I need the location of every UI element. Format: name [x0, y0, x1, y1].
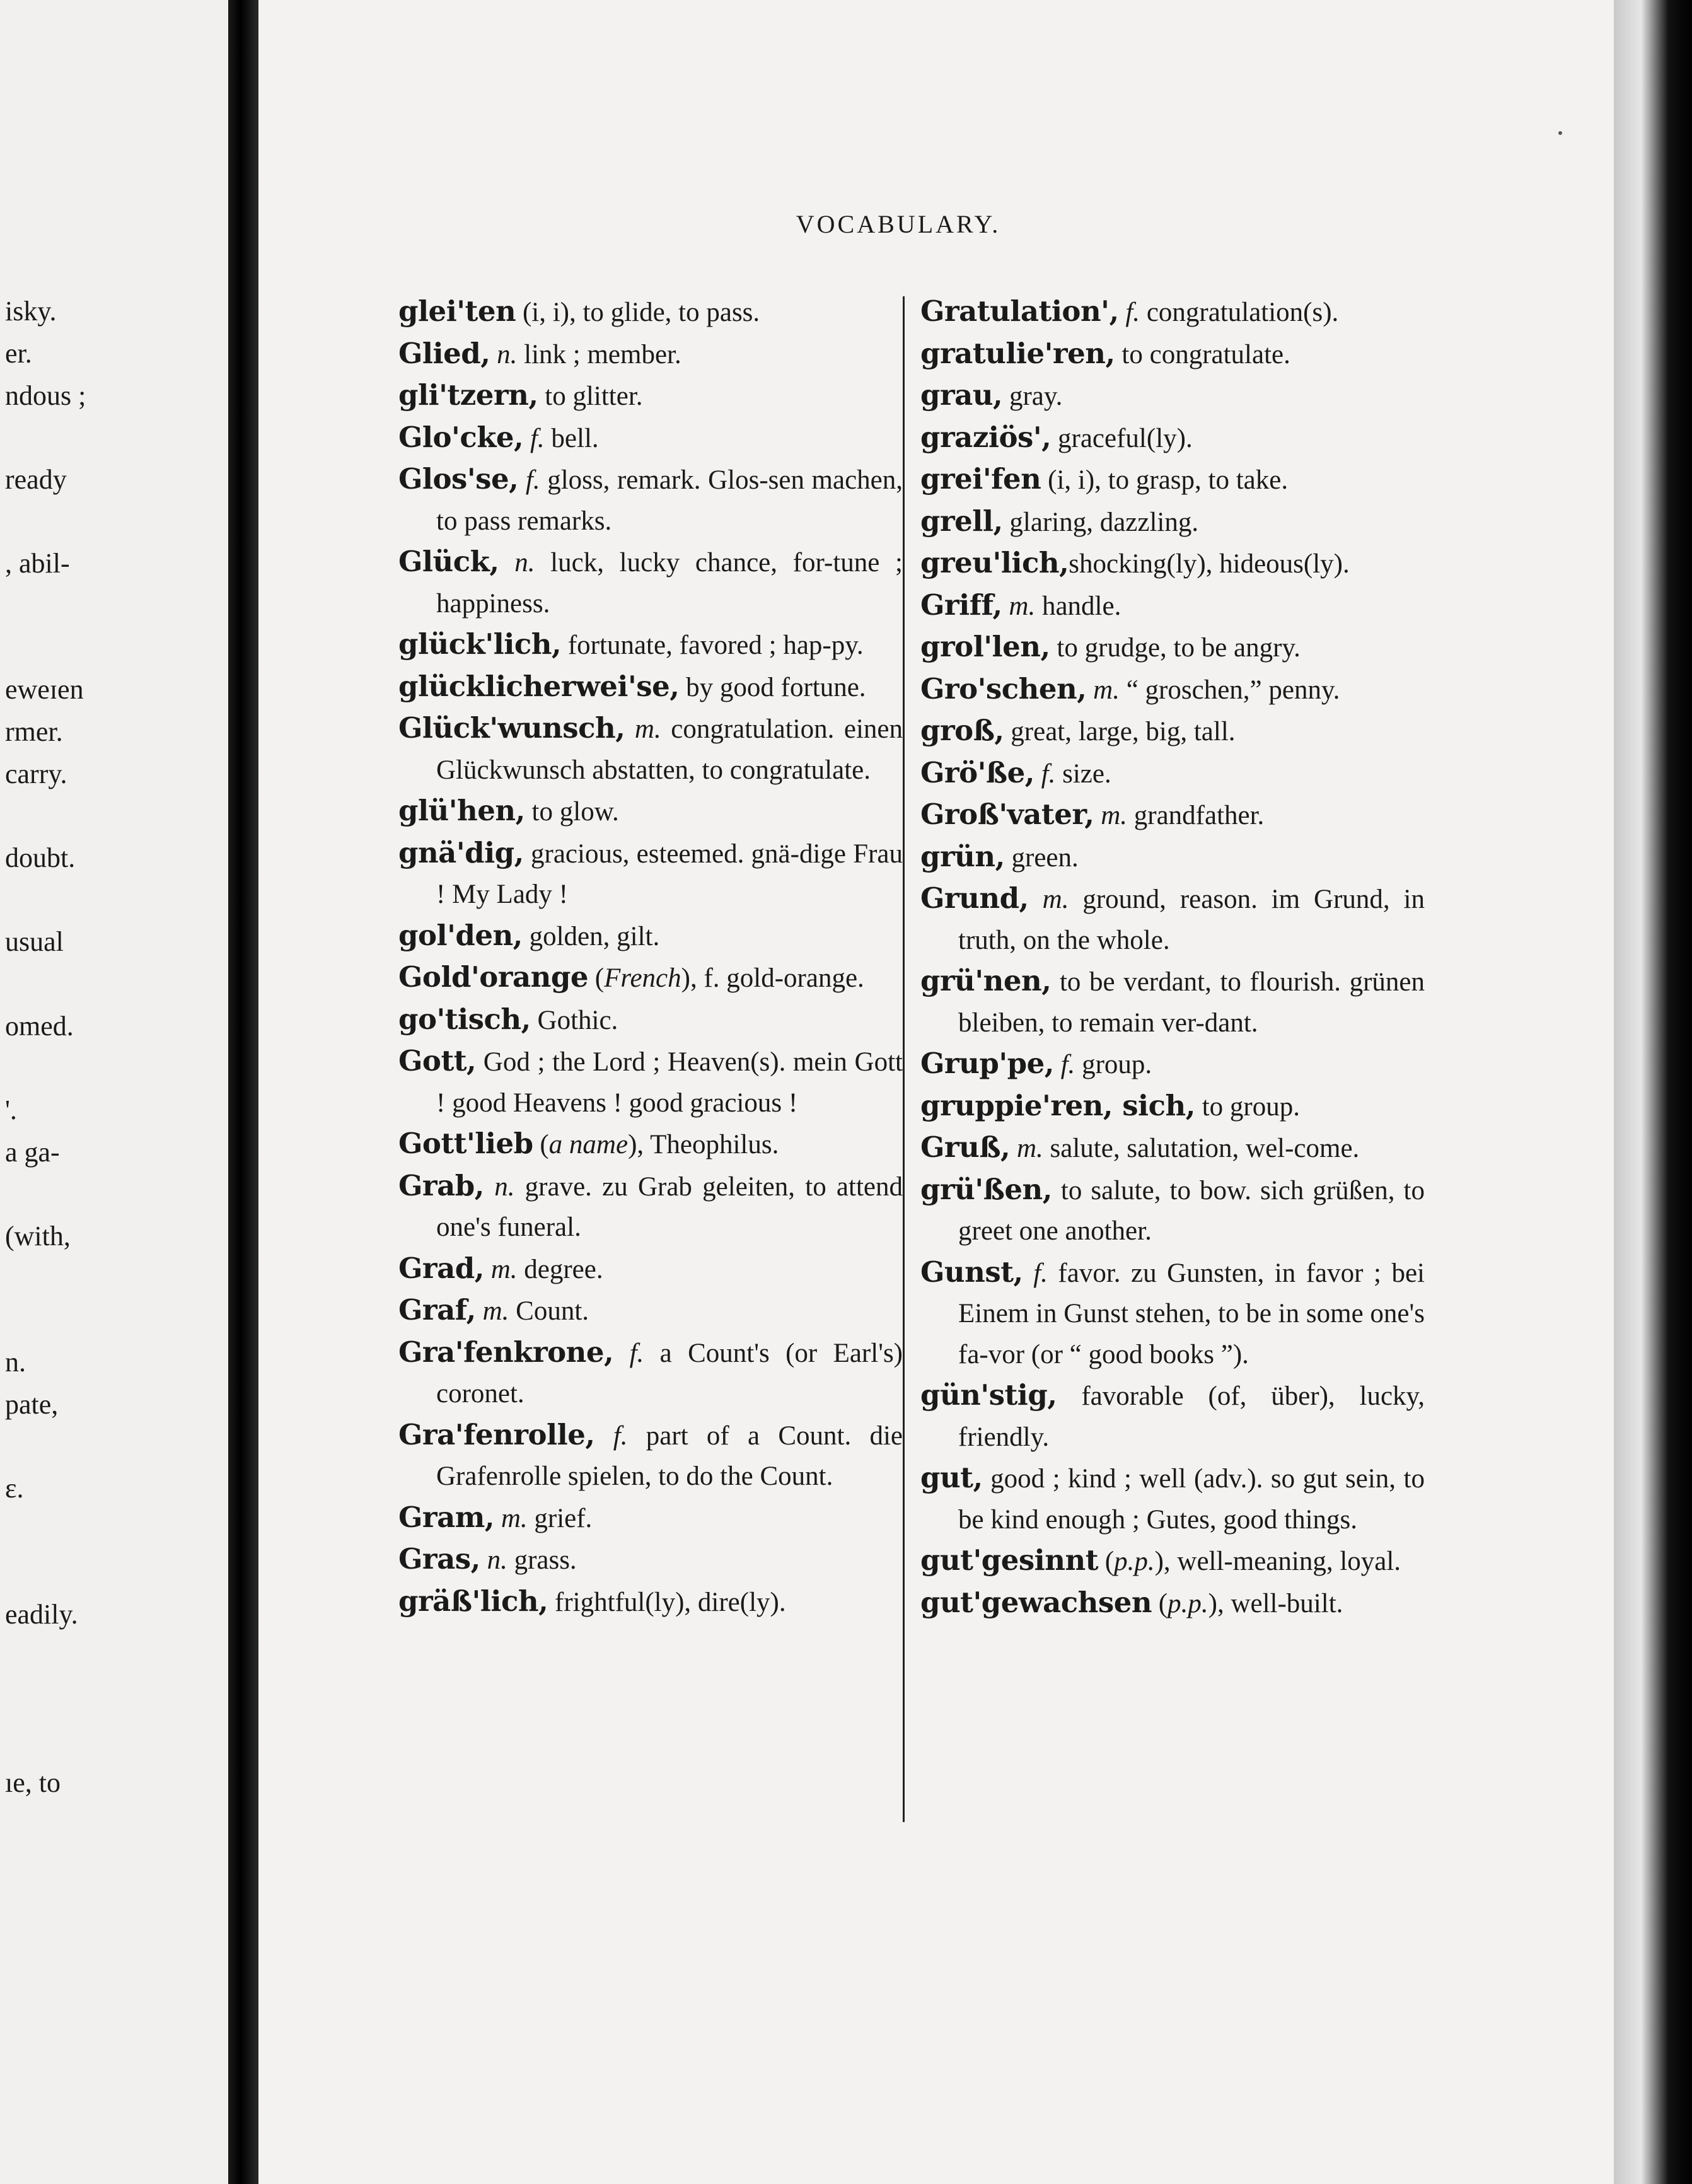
dictionary-entry: [398, 1041, 903, 1124]
dictionary-entry: [398, 999, 903, 1042]
headword: Grup'pe,: [920, 1047, 1054, 1080]
entry-prefix: [625, 714, 635, 744]
entry-prefix: [1086, 675, 1093, 705]
definition: grandfather.: [1127, 801, 1265, 830]
headword: Gro'schen,: [920, 671, 1087, 706]
left-page-fragment: ndous ;: [5, 380, 86, 411]
definition: congratulation(s).: [1140, 298, 1339, 327]
definition: ), f. gold-orange.: [681, 963, 864, 993]
entry-prefix: [480, 1545, 487, 1575]
entry-prefix: [1023, 1258, 1034, 1288]
dictionary-entry: [398, 1248, 903, 1291]
dictionary-entry: [398, 1415, 903, 1497]
grammar-label: m.: [634, 714, 661, 744]
dictionary-entry: [920, 669, 1425, 711]
dictionary-entry: [398, 791, 903, 833]
headword: Gunst,: [920, 1255, 1023, 1289]
definition: golden, gilt.: [522, 921, 660, 951]
dictionary-entry: [920, 1252, 1425, 1376]
entry-prefix: [1029, 885, 1043, 914]
grammar-label: m.: [501, 1503, 528, 1533]
headword: gruppie'ren, sich,: [920, 1088, 1195, 1122]
grammar-label: m.: [1042, 885, 1069, 914]
definition: glaring, dazzling.: [1002, 507, 1199, 537]
grammar-label: f.: [530, 423, 545, 453]
dictionary-entry: [920, 375, 1425, 417]
page-edge: [1614, 0, 1692, 2184]
headword: grü'ßen,: [920, 1172, 1052, 1206]
dictionary-entry: [398, 957, 903, 999]
definition: to salute, to bow. sich grüßen, to greet one another.: [958, 1175, 1425, 1246]
dictionary-entry: [398, 1539, 903, 1581]
entry-prefix: [490, 340, 497, 369]
column-rule: [903, 296, 905, 1822]
definition: fortunate, favored ; hap-py.: [561, 630, 864, 660]
dictionary-entry: [920, 1458, 1425, 1540]
dictionary-entry: [398, 375, 903, 417]
dictionary-entry: [398, 334, 903, 376]
grammar-label: m.: [1093, 675, 1120, 705]
headword: Gra'fenrolle,: [398, 1417, 595, 1451]
headword: Gratulation',: [920, 294, 1119, 328]
left-page-fragment: eweɪen: [5, 674, 84, 705]
grammar-label: f.: [1033, 1258, 1048, 1288]
entry-prefix: [494, 1504, 501, 1533]
dictionary-entry: [398, 291, 903, 334]
headword: Graf,: [398, 1293, 476, 1327]
definition: graceful(ly).: [1051, 423, 1193, 453]
dictionary-entry: [920, 501, 1425, 543]
grammar-label: m.: [482, 1296, 509, 1326]
entry-prefix: [484, 1255, 491, 1284]
left-page-fragment: n.: [5, 1347, 26, 1378]
definition: green.: [1004, 842, 1079, 873]
headword: grol'len,: [920, 630, 1050, 663]
grammar-label: n.: [487, 1545, 507, 1575]
grammar-label: m.: [490, 1254, 518, 1284]
definition: ground, reason. im Grund, in truth, on the whole.: [958, 885, 1425, 955]
dictionary-entry: [920, 543, 1425, 585]
entry-prefix: (: [588, 963, 605, 993]
headword: glück'lich,: [398, 627, 562, 661]
headword: Gras,: [398, 1542, 480, 1576]
dictionary-entry: [398, 1332, 903, 1415]
grammar-label: f.: [1041, 758, 1056, 789]
left-page-fragment: rmer.: [5, 716, 63, 747]
headword: go'tisch,: [398, 1002, 531, 1036]
headword: gut,: [920, 1461, 983, 1494]
entry-prefix: [1034, 759, 1041, 789]
headword: grün,: [920, 839, 1005, 873]
headword: greu'lich,: [920, 546, 1069, 579]
grammar-label: m.: [1101, 801, 1128, 830]
grammar-label: n.: [514, 548, 535, 578]
dictionary-entry: [398, 417, 903, 460]
dictionary-entry: [920, 1086, 1425, 1128]
definition: ), well-meaning, loyal.: [1154, 1547, 1401, 1576]
entry-prefix: [1094, 801, 1101, 830]
dictionary-entry: [398, 459, 903, 542]
dictionary-entry: [920, 753, 1425, 795]
definition: part of a Count. die Grafenrolle spielen, to do the Count.: [436, 1420, 903, 1491]
dictionary-entry: [920, 1170, 1425, 1252]
definition: ), well-built.: [1208, 1588, 1343, 1618]
definition: grave. zu Grab geleiten, to attend one's funeral.: [436, 1171, 903, 1242]
headword: Gram,: [398, 1500, 495, 1534]
definition: gracious, esteemed. gnä-dige Frau ! My Lady !: [436, 839, 903, 909]
dictionary-entry: [398, 915, 903, 958]
left-facing-page: [0, 0, 228, 2184]
grammar-label: n.: [494, 1171, 515, 1202]
definition: favorable (of, über), lucky, friendly.: [958, 1381, 1425, 1452]
definition: (i, i), to glide, to pass.: [516, 298, 760, 327]
definition: to grudge, to be angry.: [1050, 633, 1301, 663]
definition: good ; kind ; well (adv.). so gut sein, to be kind enough ; Gutes, good things.: [958, 1464, 1425, 1535]
dictionary-entry: [398, 542, 903, 624]
headword: gnä'dig,: [398, 835, 524, 869]
headword: gräß'lich,: [398, 1584, 548, 1618]
dictionary-entry: [398, 1290, 903, 1332]
headword: Glos'se,: [398, 462, 519, 496]
definition: bell.: [544, 423, 599, 453]
entry-prefix: [595, 1421, 613, 1451]
definition: a Count's (or Earl's) coronet.: [436, 1338, 903, 1409]
dictionary-entry: [398, 833, 903, 915]
definition: handle.: [1035, 591, 1121, 621]
headword: Glied,: [398, 336, 490, 370]
running-head: VOCABULARY.: [796, 210, 1001, 238]
definition: link ; member.: [517, 339, 681, 369]
headword: gol'den,: [398, 918, 523, 952]
grammar-label: f.: [629, 1338, 644, 1368]
grammar-label: f.: [525, 465, 540, 495]
page-speck: [1558, 131, 1562, 135]
entry-prefix: (: [1098, 1547, 1115, 1576]
grammar-label: a name: [548, 1130, 629, 1159]
left-page-fragment: omed.: [5, 1011, 74, 1042]
grammar-label: f.: [613, 1420, 628, 1451]
definition: luck, lucky chance, for-tune ; happiness.: [436, 548, 903, 619]
definition: gray.: [1002, 381, 1063, 411]
grammar-label: n.: [497, 339, 518, 369]
right-column: [920, 291, 1425, 1624]
headword: Griff,: [920, 588, 1002, 622]
dictionary-entry: [920, 711, 1425, 753]
dictionary-entry: [398, 1581, 903, 1623]
headword: graziös',: [920, 420, 1052, 454]
definition: Gothic.: [530, 1005, 618, 1035]
grammar-label: f.: [1060, 1050, 1075, 1079]
definition: by good fortune.: [679, 672, 866, 702]
definition: “ groschen,” penny.: [1119, 675, 1340, 705]
entry-prefix: [613, 1339, 629, 1368]
headword: gut'gesinnt: [920, 1543, 1098, 1577]
definition: God ; the Lord ; Heaven(s). mein Gott ! good Heavens ! good gracious !: [436, 1047, 903, 1118]
dictionary-entry: [920, 459, 1425, 501]
headword: glücklicherwei'se,: [398, 669, 680, 703]
headword: Gra'fenkrone,: [398, 1335, 614, 1369]
headword: Gold'orange: [398, 960, 588, 994]
definition: to glow.: [524, 797, 619, 827]
left-page-fragment: , abil-: [5, 548, 70, 579]
dictionary-entry: [920, 1375, 1425, 1458]
entry-prefix: [1119, 298, 1126, 327]
headword: grei'fen: [920, 462, 1041, 496]
entry-prefix: [1054, 1050, 1061, 1079]
dictionary-entry: [398, 624, 903, 666]
dictionary-entry: [920, 794, 1425, 837]
definition: salute, salutation, wel-come.: [1043, 1134, 1360, 1163]
entry-prefix: [499, 548, 515, 578]
headword: glei'ten: [398, 294, 516, 328]
headword: gli'tzern,: [398, 378, 538, 412]
headword: Gott'lieb: [398, 1127, 533, 1160]
headword: Groß'vater,: [920, 798, 1094, 831]
definition: (i, i), to grasp, to take.: [1041, 465, 1289, 495]
dictionary-entry: [920, 1043, 1425, 1086]
left-page-fragment: eadily.: [5, 1599, 78, 1630]
dictionary-entry: [920, 878, 1425, 961]
left-page-fragment: usual: [5, 926, 64, 957]
dictionary-entry: [398, 1497, 903, 1540]
definition: to be verdant, to flourish. grünen bleiben, to remain ver-dant.: [958, 967, 1425, 1038]
grammar-label: French: [604, 963, 681, 993]
headword: Glück,: [398, 545, 499, 578]
definition: gloss, remark. Glos-sen machen, to pass remarks.: [436, 465, 903, 536]
dictionary-entry: [920, 585, 1425, 627]
left-page-fragment: '.: [5, 1095, 17, 1125]
headword: glü'hen,: [398, 794, 525, 827]
definition: ), Theophilus.: [628, 1130, 779, 1159]
dictionary-entry: [398, 666, 903, 709]
dictionary-entry: [920, 1583, 1425, 1625]
vocabulary-page: [258, 0, 1614, 2184]
definition: grass.: [507, 1545, 577, 1575]
definition: to congratulate.: [1115, 339, 1290, 369]
book-gutter: [228, 0, 258, 2184]
definition: frightful(ly), dire(ly).: [548, 1587, 786, 1617]
headword: Grö'ße,: [920, 755, 1034, 789]
headword: gut'gewachsen: [920, 1585, 1152, 1619]
definition: to glitter.: [538, 381, 643, 411]
dictionary-entry: [920, 291, 1425, 334]
left-page-fragment: a ga-: [5, 1137, 60, 1168]
grammar-label: m.: [1009, 591, 1036, 621]
dictionary-entry: [920, 961, 1425, 1043]
dictionary-entry: [920, 627, 1425, 669]
dictionary-entry: [398, 708, 903, 791]
entry-prefix: (: [1152, 1588, 1168, 1618]
grammar-label: p.p.: [1114, 1547, 1155, 1576]
left-page-fragment: ıe, to: [5, 1767, 61, 1798]
left-page-fragment: pate,: [5, 1389, 59, 1420]
grammar-label: p.p.: [1168, 1588, 1208, 1618]
left-column: [398, 291, 903, 1623]
dictionary-entry: [920, 837, 1425, 879]
dictionary-entry: [920, 1127, 1425, 1170]
definition: group.: [1075, 1050, 1152, 1079]
headword: Glück'wunsch,: [398, 711, 625, 745]
left-page-fragment: doubt.: [5, 842, 76, 873]
definition: to group.: [1195, 1091, 1300, 1122]
entry-prefix: [523, 424, 530, 453]
headword: Grab,: [398, 1168, 484, 1202]
left-page-fragment: (with,: [5, 1221, 71, 1252]
headword: Gruß,: [920, 1130, 1011, 1164]
entry-prefix: [1010, 1134, 1017, 1163]
headword: groß,: [920, 714, 1004, 747]
left-page-fragment: ready: [5, 464, 67, 495]
definition: grief.: [527, 1503, 593, 1533]
left-page-fragment: er.: [5, 338, 32, 369]
left-page-fragment: ɛ.: [5, 1473, 24, 1504]
entry-prefix: [518, 465, 526, 495]
dictionary-entry: [920, 417, 1425, 460]
left-page-fragment: isky.: [5, 296, 57, 327]
headword: grau,: [920, 378, 1003, 412]
definition: size.: [1055, 758, 1111, 789]
dictionary-entry: [398, 1166, 903, 1248]
headword: grü'nen,: [920, 964, 1052, 997]
grammar-label: m.: [1016, 1134, 1043, 1163]
grammar-label: f.: [1125, 298, 1140, 327]
headword: gün'stig,: [920, 1378, 1057, 1412]
headword: Grad,: [398, 1251, 484, 1285]
dictionary-entry: [920, 334, 1425, 376]
entry-prefix: [476, 1296, 483, 1326]
headword: Gott,: [398, 1044, 477, 1077]
entry-prefix: (: [533, 1130, 549, 1159]
definition: congratulation. einen Glückwunsch abstatten, to congratulate.: [436, 714, 903, 785]
headword: gratulie'ren,: [920, 336, 1115, 370]
headword: grell,: [920, 504, 1003, 538]
entry-prefix: [1002, 591, 1009, 621]
definition: Count.: [509, 1296, 589, 1326]
definition: favor. zu Gunsten, in favor ; bei Einem in Gunst stehen, to be in some one's fa-vor (or “ good books ”).: [958, 1258, 1425, 1369]
left-page-fragment: carry.: [5, 758, 67, 789]
entry-prefix: [484, 1172, 494, 1202]
headword: Glo'cke,: [398, 420, 524, 454]
dictionary-entry: [398, 1124, 903, 1166]
definition: degree.: [517, 1254, 603, 1284]
headword: Grund,: [920, 881, 1029, 915]
definition: shocking(ly), hideous(ly).: [1069, 549, 1350, 579]
dictionary-entry: [920, 1540, 1425, 1583]
definition: great, large, big, tall.: [1004, 717, 1236, 746]
